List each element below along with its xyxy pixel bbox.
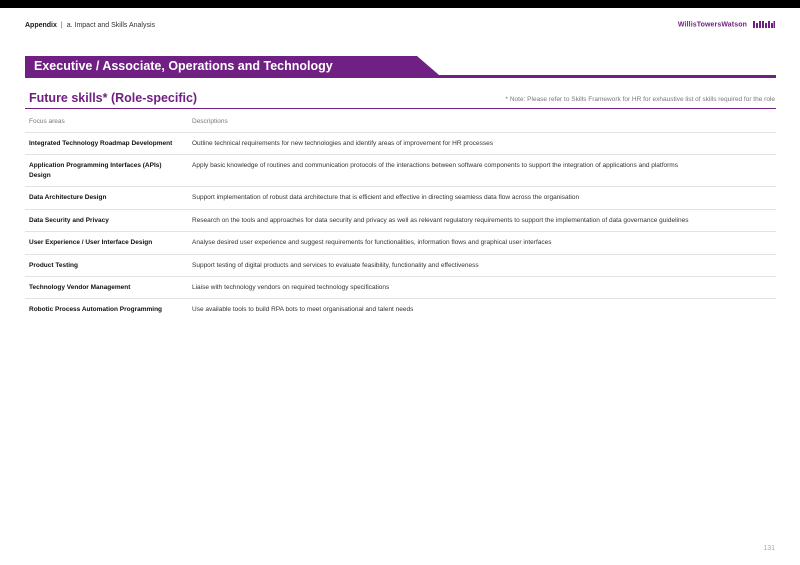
table-row [25,276,776,298]
top-bar [0,0,800,8]
focus-area: User Experience / User Interface Design [25,232,188,254]
column-header-descriptions: Descriptions [192,117,228,125]
section-label: a. Impact and Skills Analysis [66,22,156,29]
future-skills-title: Future skills* (Role-specific) [29,91,198,105]
description: Support testing of digital products and services to evaluate feasibility, functionality and effectiveness [188,254,776,276]
table-header-row [25,112,776,133]
table-row [25,155,776,187]
description: Liaise with technology vendors on required technology specifications [188,276,776,298]
focus-area: Integrated Technology Roadmap Development [25,133,188,155]
table-row [25,254,776,276]
table-row [25,187,776,209]
focus-area: Application Programming Interfaces (APIs) Design [25,155,188,187]
description: Support implementation of robust data architecture that is efficient and effective in directing seamless data flow across the organisation [188,187,776,209]
description: Analyse desired user experience and suggest requirements for functionalities, information flows and graphical user interfaces [188,232,776,254]
page-number: 131 [763,545,775,552]
banner-title: Executive / Associate, Operations and Technology [34,59,333,73]
skills-framework-note: * Note: Please refer to Skills Framework for HR for exhaustive list of skills required for the role [505,96,775,103]
skills-table [25,112,776,321]
focus-area: Technology Vendor Management [25,276,188,298]
logo-text: WillisTowersWatson [677,21,747,29]
appendix-label: Appendix [25,22,57,29]
description: Apply basic knowledge of routines and communication protocols of the interactions between software components to support the integration of applications and platforms [188,155,776,187]
description: Research on the tools and approaches for data security and privacy as well as relevant regulatory requirements to support the implementation of data governance guidelines [188,209,776,231]
focus-area: Robotic Process Automation Programming [25,299,188,321]
wtw-mark-icon [753,21,775,28]
focus-area: Data Security and Privacy [25,209,188,231]
description: Outline technical requirements for new technologies and identify areas of improvement for HR processes [188,133,776,155]
table-row [25,209,776,231]
table-row [25,299,776,321]
header-separator: | [60,22,63,29]
focus-area: Product Testing [25,254,188,276]
willis-towers-watson-logo [678,21,775,28]
subheader-rule [25,108,776,109]
description: Use available tools to build RPA bots to meet organisational and talent needs [188,299,776,321]
table-row [25,133,776,155]
subheader [25,91,775,109]
section-banner [25,56,776,78]
focus-area: Data Architecture Design [25,187,188,209]
table-row [25,232,776,254]
column-header-focus-areas: Focus areas [29,117,65,125]
page-header [25,22,775,34]
